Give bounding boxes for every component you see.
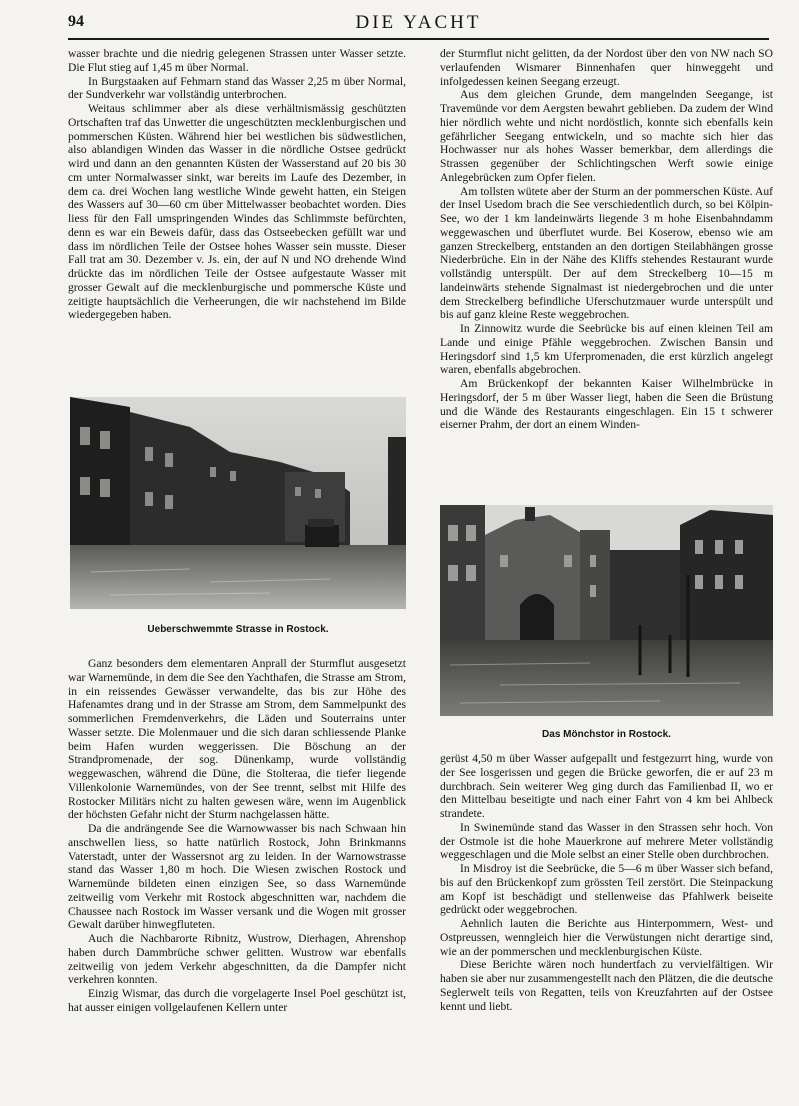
- right-column-bottom: [440, 752, 773, 1013]
- photo-flooded-street: [70, 397, 406, 609]
- paragraph: In Burgstaaken auf Fehmarn stand das Wasser 2,25 m über Normal, der Sundverkehr war vollständig unterbrochen.: [68, 74, 406, 102]
- paragraph: Am tollsten wütete aber der Sturm an der pommerschen Küste. Auf der Insel Usedom brach die See verschiedentlich durch, so bei Kölpin-See, wo der 1 km landeinwärts liegende 3 m hohe Eisenbahndamm weggewaschen und überflutet wurde. Bei Koserow, ebenso wie am ganzen Streckelberg, entstanden an den dortigen Steilabhängen grosse Niederbrüche. Ein in der Nähe des Kliffs stehendes Restaurant wurde vollständig unterspült. Der auf dem Streckelberg 10—15 m landeinwärts stehende Signalmast ist niedergebrochen und die unter dem Streckelberg befindliche Uferschutzmauer wurde unterspült und bis auf ganz kleine Reste weggebrochen.: [440, 184, 773, 322]
- page-number: 94: [68, 13, 84, 30]
- caption-moenchstor: Das Mönchstor in Rostock.: [542, 729, 671, 740]
- paragraph: In Zinnowitz wurde die Seebrücke bis auf einen kleinen Teil am Lande und einige Pfähle weggebrochen. Zwischen Bansin und Heringsdorf sind 1,5 km Uferpromenaden, die erst kürzlich angelegt waren, ebenfalls abgebrochen.: [440, 322, 773, 377]
- page-header: [68, 10, 769, 40]
- paragraph: der Sturmflut nicht gelitten, da der Nordost über den von NW nach SO verlaufenden Wismarer Binnenhafen quer hinweggeht und infolgedessen keinen Seegang erzeugt.: [440, 47, 773, 88]
- paragraph: In Misdroy ist die Seebrücke, die 5—6 m über Wasser sich befand, bis auf den Brückenkopf zum grössten Teil zerstört. Die Steinpackung am Kopf ist beschädigt und stellenweise das Pfahlwerk beiseite gedrückt oder weggebrochen.: [440, 862, 773, 917]
- paragraph: Da die andrängende See die Warnowwasser bis nach Schwaan hin anschwellen liess, so hatte natürlich Rostock, John Brinkmanns Vaterstadt, unter der Wassersnot arg zu leiden. In der Warnowstrasse stand das Wasser 1,80 m hoch. Die Wiesen zwischen Rostock und Warnemünde bildeten einen einzigen See, so dass Warnemünde zeitweilig vom Verkehr mit Rostock abgeschnitten war, nachdem die Chaussee nach Rostock im Wasser versank und die Wogen mit grosser Gewalt darüber hinwegfluteten.: [68, 822, 406, 932]
- left-column-top: [68, 47, 406, 322]
- right-column-top: [440, 47, 773, 432]
- running-head: DIE YACHT: [355, 12, 482, 33]
- photo-moenchstor: [440, 505, 773, 716]
- paragraph: gerüst 4,50 m über Wasser aufgepallt und festgezurrt hing, wurde von der See losgerissen und gegen die Brücke geworfen, die er auf 23 m durchbrach. Sein weiterer Weg ging durch das Familienbad II, wo er den Mittelbau beseitigte und nach einer Fahrt von 4 km bei Ahlbeck strandete.: [440, 752, 773, 820]
- paragraph: Diese Berichte wären noch hundertfach zu vervielfältigen. Wir haben sie aber nur zusammengestellt nach den Plätzen, die die deutsche Seglerwelt teils von Regatten, teils von Kreuzfahrten auf der Ostsee kennt und liebt.: [440, 958, 773, 1013]
- paragraph: Weitaus schlimmer aber als diese verhältnismässig geschützten Ortschaften traf das Unwetter die ungeschützten mecklenburgischen und pommerschen Küsten. Während hier bei westlichen bis südwestlichen, also ablandigen Winden das Wasser in die nördliche Ostsee gedrückt wird und dann an den genannten Küsten der Wasserstand auf 20 bis 30 cm unter Normalwasser sinkt, war bereits im Laufe des Dezember, in dem ca. drei Wochen lang westliche Winde geweht hatten, ein Steigen des Wassers auf 30—60 cm über Mittelwasser beobachtet worden. Dies liess für den Fall umspringenden Windes das Schlimmste befürchten, denn es war ein Beweis dafür, dass das Ostseebecken gefüllt war und dass im nördlichen Teile der Ostsee hohes Wasser sein musste. Dieser Fall trat am 30. Dezember v. Js. ein, der auf N und NO drehende Wind drückte das im nördlichen Teile der Ostsee aufgestaute Wasser mit grosser Gewalt auf die mecklenburgische und pommersche Küste und zeitigte hauptsächlich die Verheerungen, die wir nachstehend im Bilde wiedergegeben haben.: [68, 102, 406, 322]
- paragraph: In Swinemünde stand das Wasser in den Strassen sehr hoch. Von der Ostmole ist die hohe Mauerkrone auf mehrere Meter vollständig weggeschlagen und die Mole selbst an einer Stelle oben durchbrochen.: [440, 820, 773, 862]
- paragraph: wasser brachte und die niedrig gelegenen Strassen unter Wasser setzte. Die Flut stieg auf 1,45 m über Normal.: [68, 47, 406, 74]
- paragraph: Einzig Wismar, das durch die vorgelagerte Insel Poel geschützt ist, hat ausser einigen vollgelaufenen Kellern unter: [68, 987, 406, 1014]
- caption-flooded-street: Ueberschwemmte Strasse in Rostock.: [147, 624, 329, 635]
- moenchstor-illustration: [440, 505, 773, 716]
- paragraph: Ganz besonders dem elementaren Anprall der Sturmflut ausgesetzt war Warnemünde, in dem die See den Yachthafen, die Strasse am Strom, in ein reissendes Gewässer verwandelte, das bis zur Höhe des Hafenamtes drang und in der Strasse am Strom, dem Sammelpunkt des sommerlichen Fremdenverkehrs, die Läden und Souterrains unter Wasser setzte. Die Molenmauer und die sich daran schliessende Planke beim Hafen wurden weggerissen. Die Böschung an der Strandpromenade, der sog. Dünenkamp, wurde vollständig weggewaschen, während die Düne, die Stolteraa, die tiefer liegende Villenkolonie Warnemündes, von der See trennt, selbst mit Hilfe des Rostocker Militärs nicht zu halten gewesen wäre, wenn im Augenblick der höchsten Gefahr nicht der Sturm nachgelassen hätte.: [68, 657, 406, 822]
- paragraph: Am Brückenkopf der bekannten Kaiser Wilhelmbrücke in Heringsdorf, der 5 m über Wasser liegt, haben die Seen die Brüstung und die Wände des Restaurants eingeschlagen. Ein 15 t schwerer eiserner Prahm, der dort an einem Winden-: [440, 377, 773, 432]
- left-column-bottom: [68, 657, 406, 1015]
- paragraph: Aehnlich lauten die Berichte aus Hinterpommern, West- und Ostpreussen, wenngleich hier die Verwüstungen nicht derartige sind, wie an der pommerschen und mecklenburgischen Küste.: [440, 917, 773, 958]
- flooded-street-illustration: [70, 397, 406, 609]
- paragraph: Auch die Nachbarorte Ribnitz, Wustrow, Dierhagen, Ahrenshop haben durch Dammbrüche schwer gelitten. Wustrow war ebenfalls zeitweilig von jedem Verkehr abgeschnitten, da die Dampfer nicht verkehren konnten.: [68, 932, 406, 987]
- paragraph: Aus dem gleichen Grunde, dem mangelnden Seegange, ist Travemünde vor dem Aergsten bewahrt geblieben. Da zudem der Wind hier nördlich wehte und nicht nordöstlich, konnte sich ebenfalls kein gefährlicher Seegang entwickeln, und so machte sich hier das Hochwasser nur als hohes Wasser bemerkbar, dem allerdings die Strassen gegenüber der Schlichtingschen Werft sowie einige Anlegebrücken zum Opfer fielen.: [440, 88, 773, 184]
